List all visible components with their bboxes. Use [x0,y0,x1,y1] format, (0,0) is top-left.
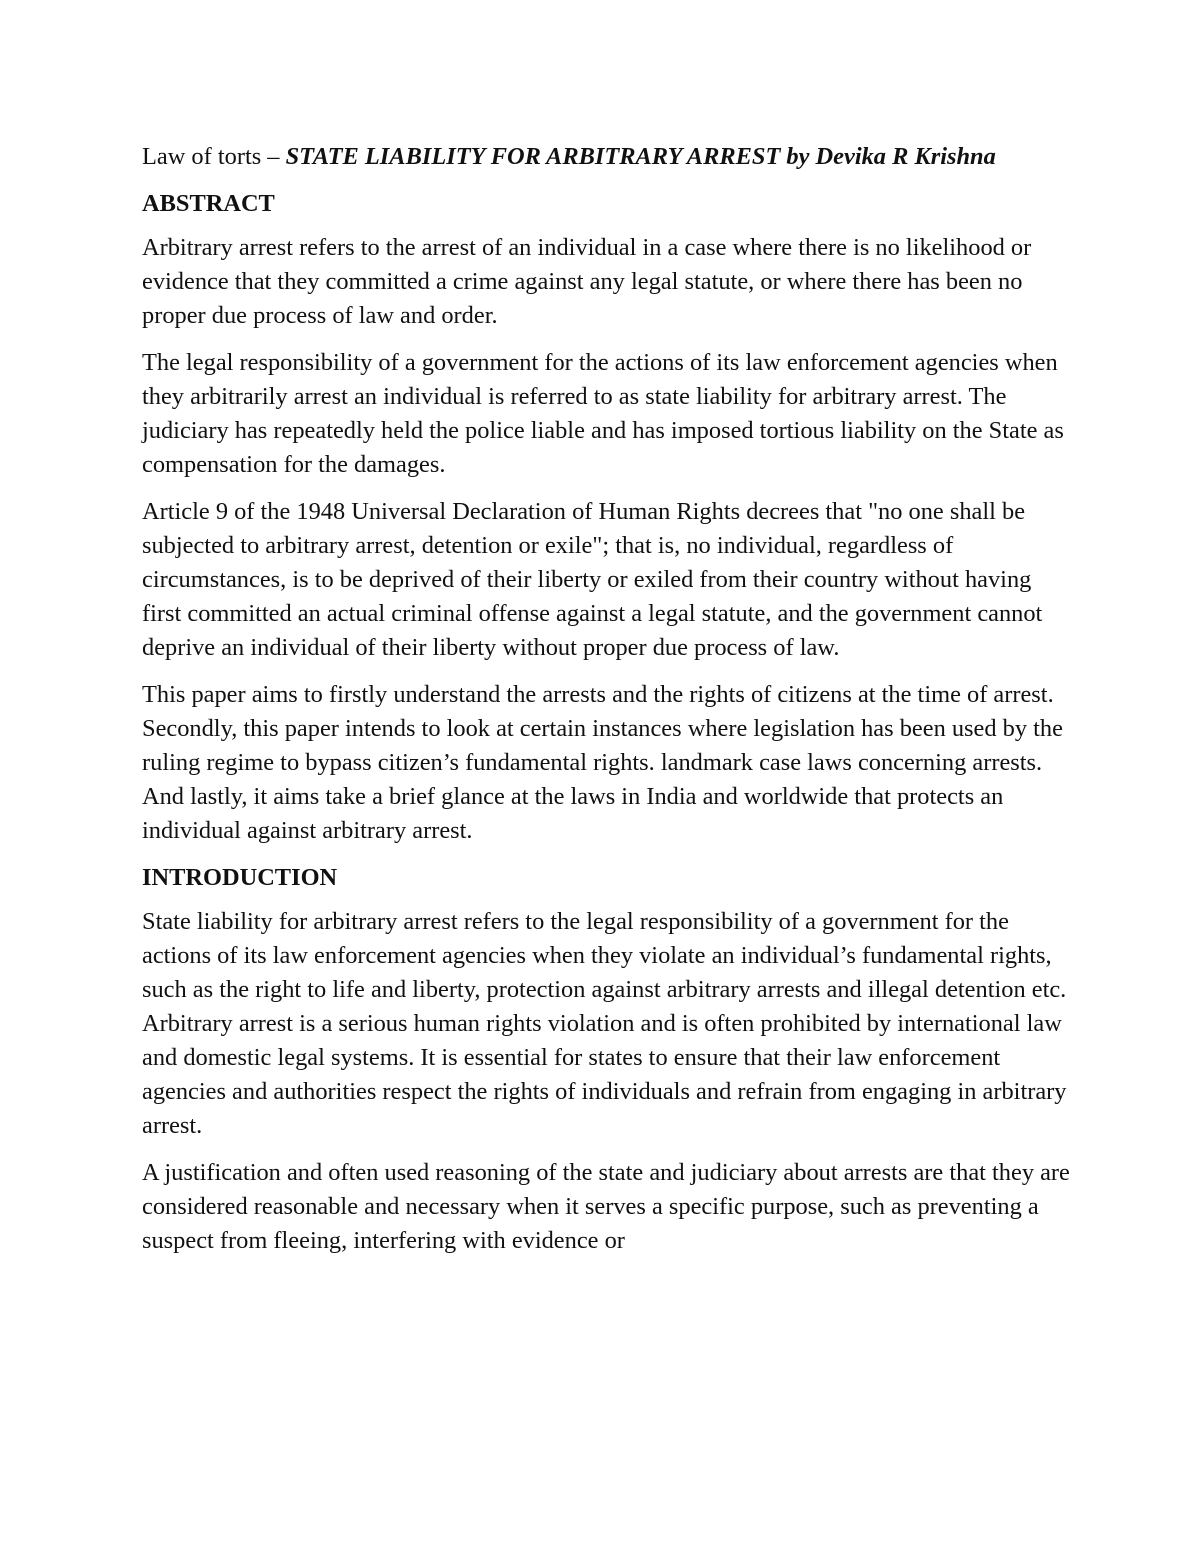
abstract-paragraph-1: Arbitrary arrest refers to the arrest of an individual in a case where there is no likelihood or evidence that they committed a crime against any legal statute, or where there has been no proper due process of law and order. [142,234,1032,329]
abstract-paragraph-2: The legal responsibility of a government for the actions of its law enforcement agencies when they arbitrarily arrest an individual is referred to as state liability for arbitrary arrest. The judiciary has repeatedly held the police liable and has imposed tortious liability on the State as compensation for the damages. [142,349,1064,478]
document-title [142,140,1072,174]
introduction-paragraph-2: A justification and often used reasoning of the state and judiciary about arrests are that they are considered reasonable and necessary when it serves a specific purpose, such as preventing a suspect from fleeing, interfering with evidence or [142,1159,1070,1254]
abstract-paragraph-4: This paper aims to firstly understand the arrests and the rights of citizens at the time of arrest. Secondly, this paper intends to look at certain instances where legislation has been used by the ruling regime to bypass citizen’s fundamental rights. landmark case laws concerning arrests. And lastly, it aims take a brief glance at the laws in India and worldwide that protects an individual against arbitrary arrest. [142,681,1063,844]
introduction-paragraph-1: State liability for arbitrary arrest refers to the legal responsibility of a government for the actions of its law enforcement agencies when they violate an individual’s fundamental rights, such as the right to life and liberty, protection against arbitrary arrests and illegal detention etc. Arbitrary arrest is a serious human rights violation and is often prohibited by international law and domestic legal systems. It is essential for states to ensure that their law enforcement agencies and authorities respect the rights of individuals and refrain from engaging in arbitrary arrest. [142,908,1067,1139]
abstract-paragraph-3: Article 9 of the 1948 Universal Declaration of Human Rights decrees that "no one shall be subjected to arbitrary arrest, detention or exile"; that is, no individual, regardless of circumstances, is to be deprived of their liberty or exiled from their country without having first committed an actual criminal offense against a legal statute, and the government cannot deprive an individual of their liberty without proper due process of law. [142,498,1043,661]
title-prefix: Law of torts – [142,143,286,170]
document-page [142,140,1072,1271]
title-main: STATE LIABILITY FOR ARBITRARY ARREST by Devika R Krishna [285,143,996,170]
section-heading-introduction: INTRODUCTION [142,864,338,891]
section-heading-abstract: ABSTRACT [142,190,275,217]
